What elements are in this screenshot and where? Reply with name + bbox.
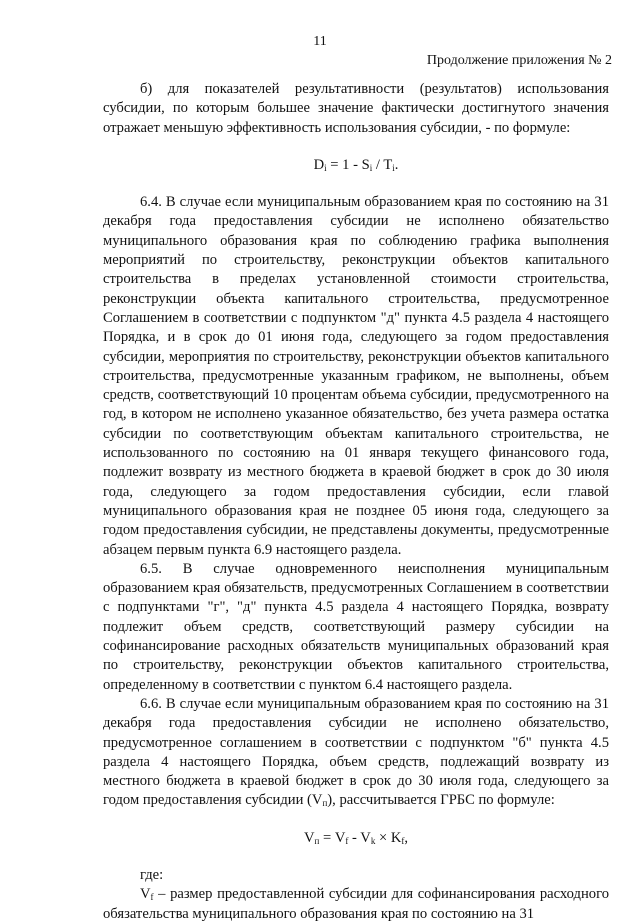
- vf-definition-text: – размер предоставленной субсидии для софинансирования расходного обязательства муниципального образования края по состоянию на 31: [103, 886, 609, 922]
- formula-subscript: п: [322, 798, 328, 809]
- formula-term: × K: [375, 829, 402, 846]
- formula-term: D: [313, 156, 325, 173]
- formula-subscript: i: [324, 162, 327, 173]
- formula-efficiency: [103, 138, 609, 193]
- paragraph-6-6: [103, 695, 609, 811]
- formula-term: = 1 - S: [326, 156, 370, 173]
- page-number: 11: [313, 34, 327, 49]
- paragraph-6-6-text: 6.6. В случае если муниципальным образованием края по состоянию на 31 декабря года предоставления субсидии не исполнено обязательство, предусмотренное соглашением в соответствии с подпунктом "б" пункта 4.5 раздела 4 настоящего Порядка, объем средств, подлежащий возврату из местного бюджета в краевой бюджет в срок до 30 июля года, следующего за годом предоставления субсидии (V: [103, 695, 609, 809]
- where-label: где:: [140, 866, 164, 883]
- paragraph-b: б) для показателей результативности (результатов) использования субсидии, по которым большее значение фактически достигнутого значения отражает меньшую эффективность использования субсидии, - по формуле:: [103, 81, 609, 136]
- formula-term: V: [303, 829, 315, 846]
- formula-subscript: п: [314, 835, 320, 846]
- formula-subscript: f: [401, 835, 405, 846]
- formula-subscript: k: [370, 835, 376, 846]
- paragraph-6-4: 6.4. В случае если муниципальным образованием края по состоянию на 31 декабря года предоставления субсидии не исполнено обязательство муниципального образования края по соблюдению графика выполнения мероприятий по строительству, реконструкции объектов капитального строительства в пределах установленной стоимости строительства, реконструкции объекта капитального строительства, предусмотренное Соглашением в соответствии с подпунктом "д" пункта 4.5 раздела 4 настоящего Порядка, и в срок до 01 июня года, следующего за годом предоставления субсидии, мероприятия по строительству, реконструкции объектов капитального строительства, предусмотренные указанным графиком, не выполнены, объем средств, соответствующий 10 процентам объема субсидии, предусмотренного на год, в котором не исполнено указанное обязательство, без учета размера остатка субсидии по соответствующим объектам капитального строительства, не использованного по состоянию на 01 января текущего финансового года, подлежит возврату из местного бюджета в краевой бюджет в срок до 30 июля года, следующего за годом предоставления субсидии, если главой муниципального образования края не позднее 05 июня года, следующего за годом предоставления субсидии, не представлены документы, предусмотренные абзацем первым пункта 6.9 настоящего раздела.: [103, 194, 609, 558]
- document-body: [103, 80, 609, 924]
- formula-refund: [103, 811, 609, 866]
- paragraph-6-6-end: ), рассчитывается ГРБС по формуле:: [327, 792, 555, 809]
- appendix-label: Продолжение приложения № 2: [426, 53, 612, 68]
- formula-term: = V: [319, 829, 346, 846]
- formula-term: - V: [348, 829, 371, 846]
- formula-subscript: i: [369, 162, 373, 173]
- formula-subscript: f: [345, 835, 349, 846]
- formula-term: .: [394, 156, 399, 173]
- formula-subscript: f: [150, 892, 154, 903]
- formula-term: / T: [372, 156, 393, 173]
- vf-symbol: V: [140, 886, 151, 903]
- formula-subscript: i: [392, 162, 395, 173]
- formula-term: ,: [404, 829, 409, 846]
- paragraph-6-5: 6.5. В случае одновременного неисполнения муниципальным образованием края обязательств, предусмотренных Соглашением в соответствии с подпунктами "г", "д" пункта 4.5 раздела 4 настоящего Порядка, возврату подлежит объем средств, соответствующий размеру субсидии на софинансирование расходных обязательств муниципальных образований края по строительству, реконструкции объектов капитального строительства, определенному в соответствии с пунктом 6.4 настоящего раздела.: [103, 560, 609, 693]
